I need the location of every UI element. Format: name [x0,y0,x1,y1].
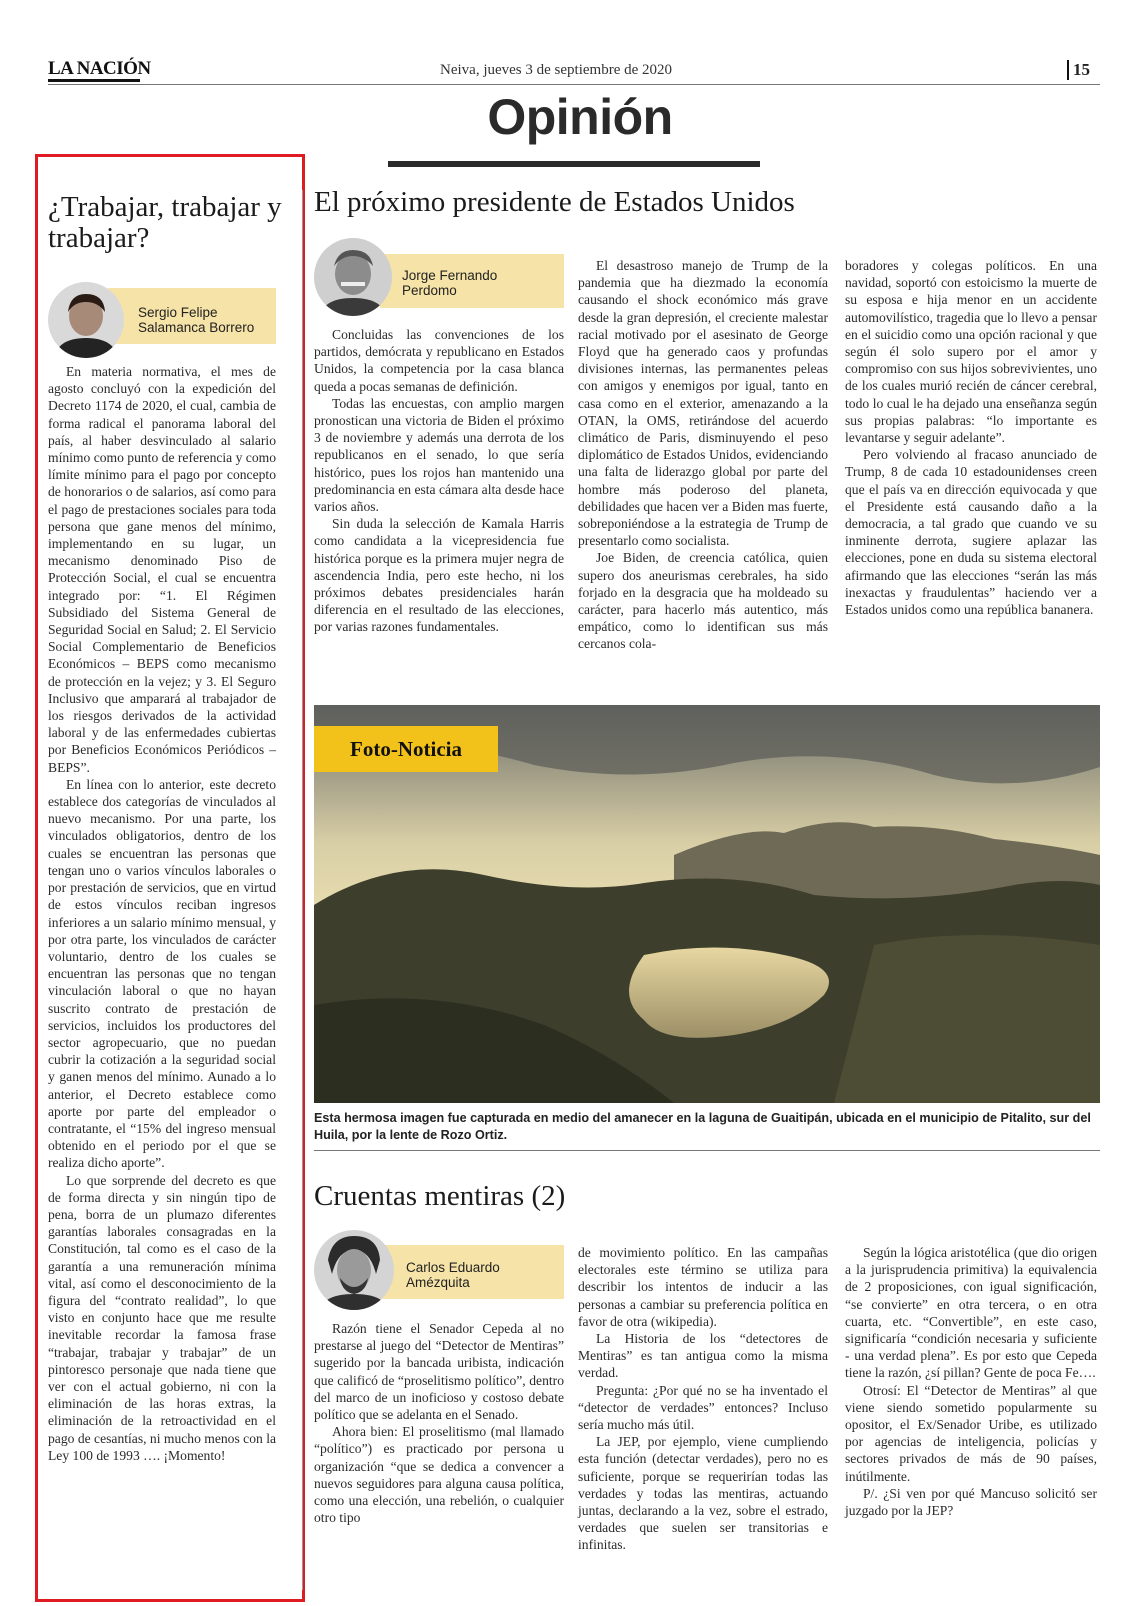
article2-title: Cruentas mentiras (2) [314,1180,566,1212]
author-avatar [314,1230,394,1310]
column-separator [302,190,303,1590]
top-rule [48,84,1100,85]
section-underline [388,161,760,167]
author-avatar [314,238,392,316]
article2-column-1: Razón tiene el Senador Cepeda al no prestarse al juego del “Detector de Mentiras” sugerido por la bancada uribista, indicación que calificó de “proselitismo político”, dentro del marco de un inoficioso y costoso debate político que se adelanta en el Senado. Ahora bien: El proselitismo (mal llamado “político”) es practicado por persona u organización “que se dedica a convencer a nuevos seguidores para alguna causa política, como una elección, una rebelión, o cualquier otro tipo [314,1321,564,1526]
article1-column-1: Concluidas las convenciones de los partidos, demócrata y republicano en Estados Unidos, la competencia por la casa blanca queda a pocas semanas de definición. Todas las encuestas, con amplio margen pronostican una victoria de Biden el próximo 3 de noviembre y además una derrota de los republicanos en el senado, lo que sería histórico, pues los rojos han mantenido una predominancia en esta cámara alta desde hace varios años. Sin duda la selección de Kamala Harris como candidata a la vicepresidencia fue histórica porque es la primera mujer negra de ascendencia India, pero este hecho, ni los próximos debates presidenciales harán diferencia en el resultado de las elecciones, por varias razones fundamentales. [314,327,564,635]
page-number: 15 [1067,60,1090,80]
edition-date: Neiva, jueves 3 de septiembre de 2020 [440,62,673,78]
article2-author-name: Carlos Eduardo Amézquita [406,1260,500,1290]
article-divider [314,1150,1100,1151]
left-article-title: ¿Trabajar, trabajar y trabajar? [48,191,282,254]
article2-column-2: de movimiento político. En las campañas electorales este término se utiliza para describir los intentos de inducir a las personas a cambiar su preferencia política en favor de otra (wikipedia). La Historia de los “detectores de Mentiras” es tan antigua como la misma verdad. Pregunta: ¿Por qué no se ha inventado el “detector de verdades” entonces? Incluso sería mucho más útil. La JEP, por ejemplo, viene cumpliendo esta función (detectar verdades), pero no es suficiente, porque se requerirían todas las verdades y todas las mentiras, actuando juntas, declarando a la vez, sobre el estrado, verdades que suelen ser transitorias e infinitas. [578,1245,828,1553]
newspaper-logo: LA NACIÓN [48,58,151,79]
article2-column-3: Según la lógica aristotélica (que dio origen a la jurisprudencia primitiva) la equivalencia de 2 proposiciones, con igual significación, “se convierte” en otra tercera, o en otra cuarta, etc. “Convertible”, en este caso, significaría “condición necesaria y suficiente - una verdad plena”. Es por esto que Cepeda tiene la razón, ¿sí pillan? Gente de poca Fe…. Otrosí: El “Detector de Mentiras” al que viene siendo sometido popularmente su opositor, el Ex/Senador Uribe, es utilizado por agencias de inteligencia, policías y sectores privados de más de 90 países, inútilmente. P/. ¿Si ven por qué Mancuso solicitó ser juzgado por la JEP? [845,1245,1097,1519]
section-title: Opinión [487,89,673,145]
article1-column-2: El desastroso manejo de Trump de la pandemia que ha diezmado la economía causando el shock económico más grave desde la gran depresión, el creciente malestar racial motivado por el asesinato de George Floyd que ha generado caos y profundas divisiones internas, las permanentes peleas con amigos y enemigos por igual, tanto en casa como en el exterior, amenazando a la OTAN, la OMS, retirándose del acuerdo climático de Paris, disminuyendo el peso diplomático de Estados Unidos, evidenciando una falta de liderazgo global por parte del hombre más poderoso del planeta, debilidades que hacen ver a Biden mas fuerte, sobreponiéndose a la estrategia de Trump de presentarlo como socialista. Joe Biden, de creencia católica, quien supero dos aneurismas cerebrales, ha sido forjado en la desgracia que ha moldeado su carácter, para hacerlo más autentico, más empático, como lo identifican sus más cercanos cola- [578,258,828,652]
logo-underline [48,79,140,82]
left-author-name: Sergio Felipe Salamanca Borrero [138,305,255,335]
photo-caption: Esta hermosa imagen fue capturada en medio del amanecer en la laguna de Guaitipán, ubicada en el municipio de Pitalito, sur del Huila, por la lente de Rozo Ortiz. [314,1111,1091,1142]
article1-title: El próximo presidente de Estados Unidos [314,186,795,218]
photo-news-tag: Foto-Noticia [314,726,498,772]
article1-author-name: Jorge Fernando Perdomo [402,268,498,298]
article1-column-3: boradores y colegas políticos. En una navidad, soportó con estoicismo la muerte de su esposa e hija menor en un accidente automovilístico, tragedia que lo llevo a pensar en el suicidio como una opción racional y que según él solo supero por el amor y compromiso con sus hijos sobrevivientes, uno de los cuales murió recién de cáncer cerebral, todo lo cual le ha dejado una enseñanza según sus propias palabras: “lo importante es levantarse y seguir adelante”. Pero volviendo al fracaso anunciado de Trump, 8 de cada 10 estadounidenses creen que el país va en dirección equivocada y que el Presidente está causando daño a la democracia, a tal grado que cuando ve su inminente derrota, sugiere aplazar las elecciones, pone en duda su sistema electoral afirmando que las elecciones “serán las más inexactas y fraudulentas” haciendo ver a Estados unidos como una república bananera. [845,258,1097,618]
left-article-body: En materia normativa, el mes de agosto concluyó con la expedición del Decreto 1174 de 2020, el cual, cambia de forma radical el panorama laboral del país, al haber desvinculado al salario mínimo como punto de referencia y como límite mínimo para el pago por concepto de honorarios o de salarios, así como para el pago de prestaciones sociales para toda persona que gane menos del mínimo, implementando en su lugar, un mecanismo denominado Piso de Protección Social, el cual se encuentra integrado por: “1. El Régimen Subsidiado del Sistema General de Seguridad Social en Salud; 2. El Servicio Social Complementario de Beneficios Económicos – BEPS como mecanismo de protección en la vejez; y 3. El Seguro Inclusivo que amparará al trabajador de los riesgos derivados de la actividad laboral y de las enfermedades cubiertas por Beneficios Económicos Periódicos – BEPS”. En línea con lo anterior, este decreto establece dos categorías de vinculados al nuevo mecanismo. Por una parte, los vinculados obligatorios, dentro de los cuales se encuentran las personas que tengan uno o varios vínculos laborales o por prestación de servicios, que en virtud de estos vínculos reciban ingresos inferiores a un salario mínimo mensual, y por otra parte, los vinculados de carácter voluntario, dentro de los cuales se encuentran las personas que no tengan vinculación laboral o que no hayan suscrito contrato de prestación de servicios, incluidos los productores del sector agropecuario, que no puedan cubrir la cotización a la seguridad social y ganen menos del mínimo. Aunado a lo anterior, el Decreto establece como aporte por parte del empleador o contratante, el “15% del ingreso mensual obtenido en el periodo por el que se realiza dicho aporte”. Lo que sorprende del decreto es que de forma directa y sin ningún tipo de pena, borra de un plumazo diferentes garantías laborales consagradas en la Constitución, tal como es el caso de la garantía a una remuneración mínima vital, así como el desconocimiento de la figura del “contrato realidad”, lo que visto en conjunto hace que me resulte inevitable recordar la famosa frase “trabajar, trabajar y trabajar” de un pintoresco personaje que nada tiene que ver con el actual gobierno, ni con la eliminación de las horas extras, la eliminación de la retroactividad en el pago de cesantías, ni mucho menos con la Ley 100 de 1993 …. ¡Momento! [48,364,277,1463]
author-avatar [48,282,124,358]
